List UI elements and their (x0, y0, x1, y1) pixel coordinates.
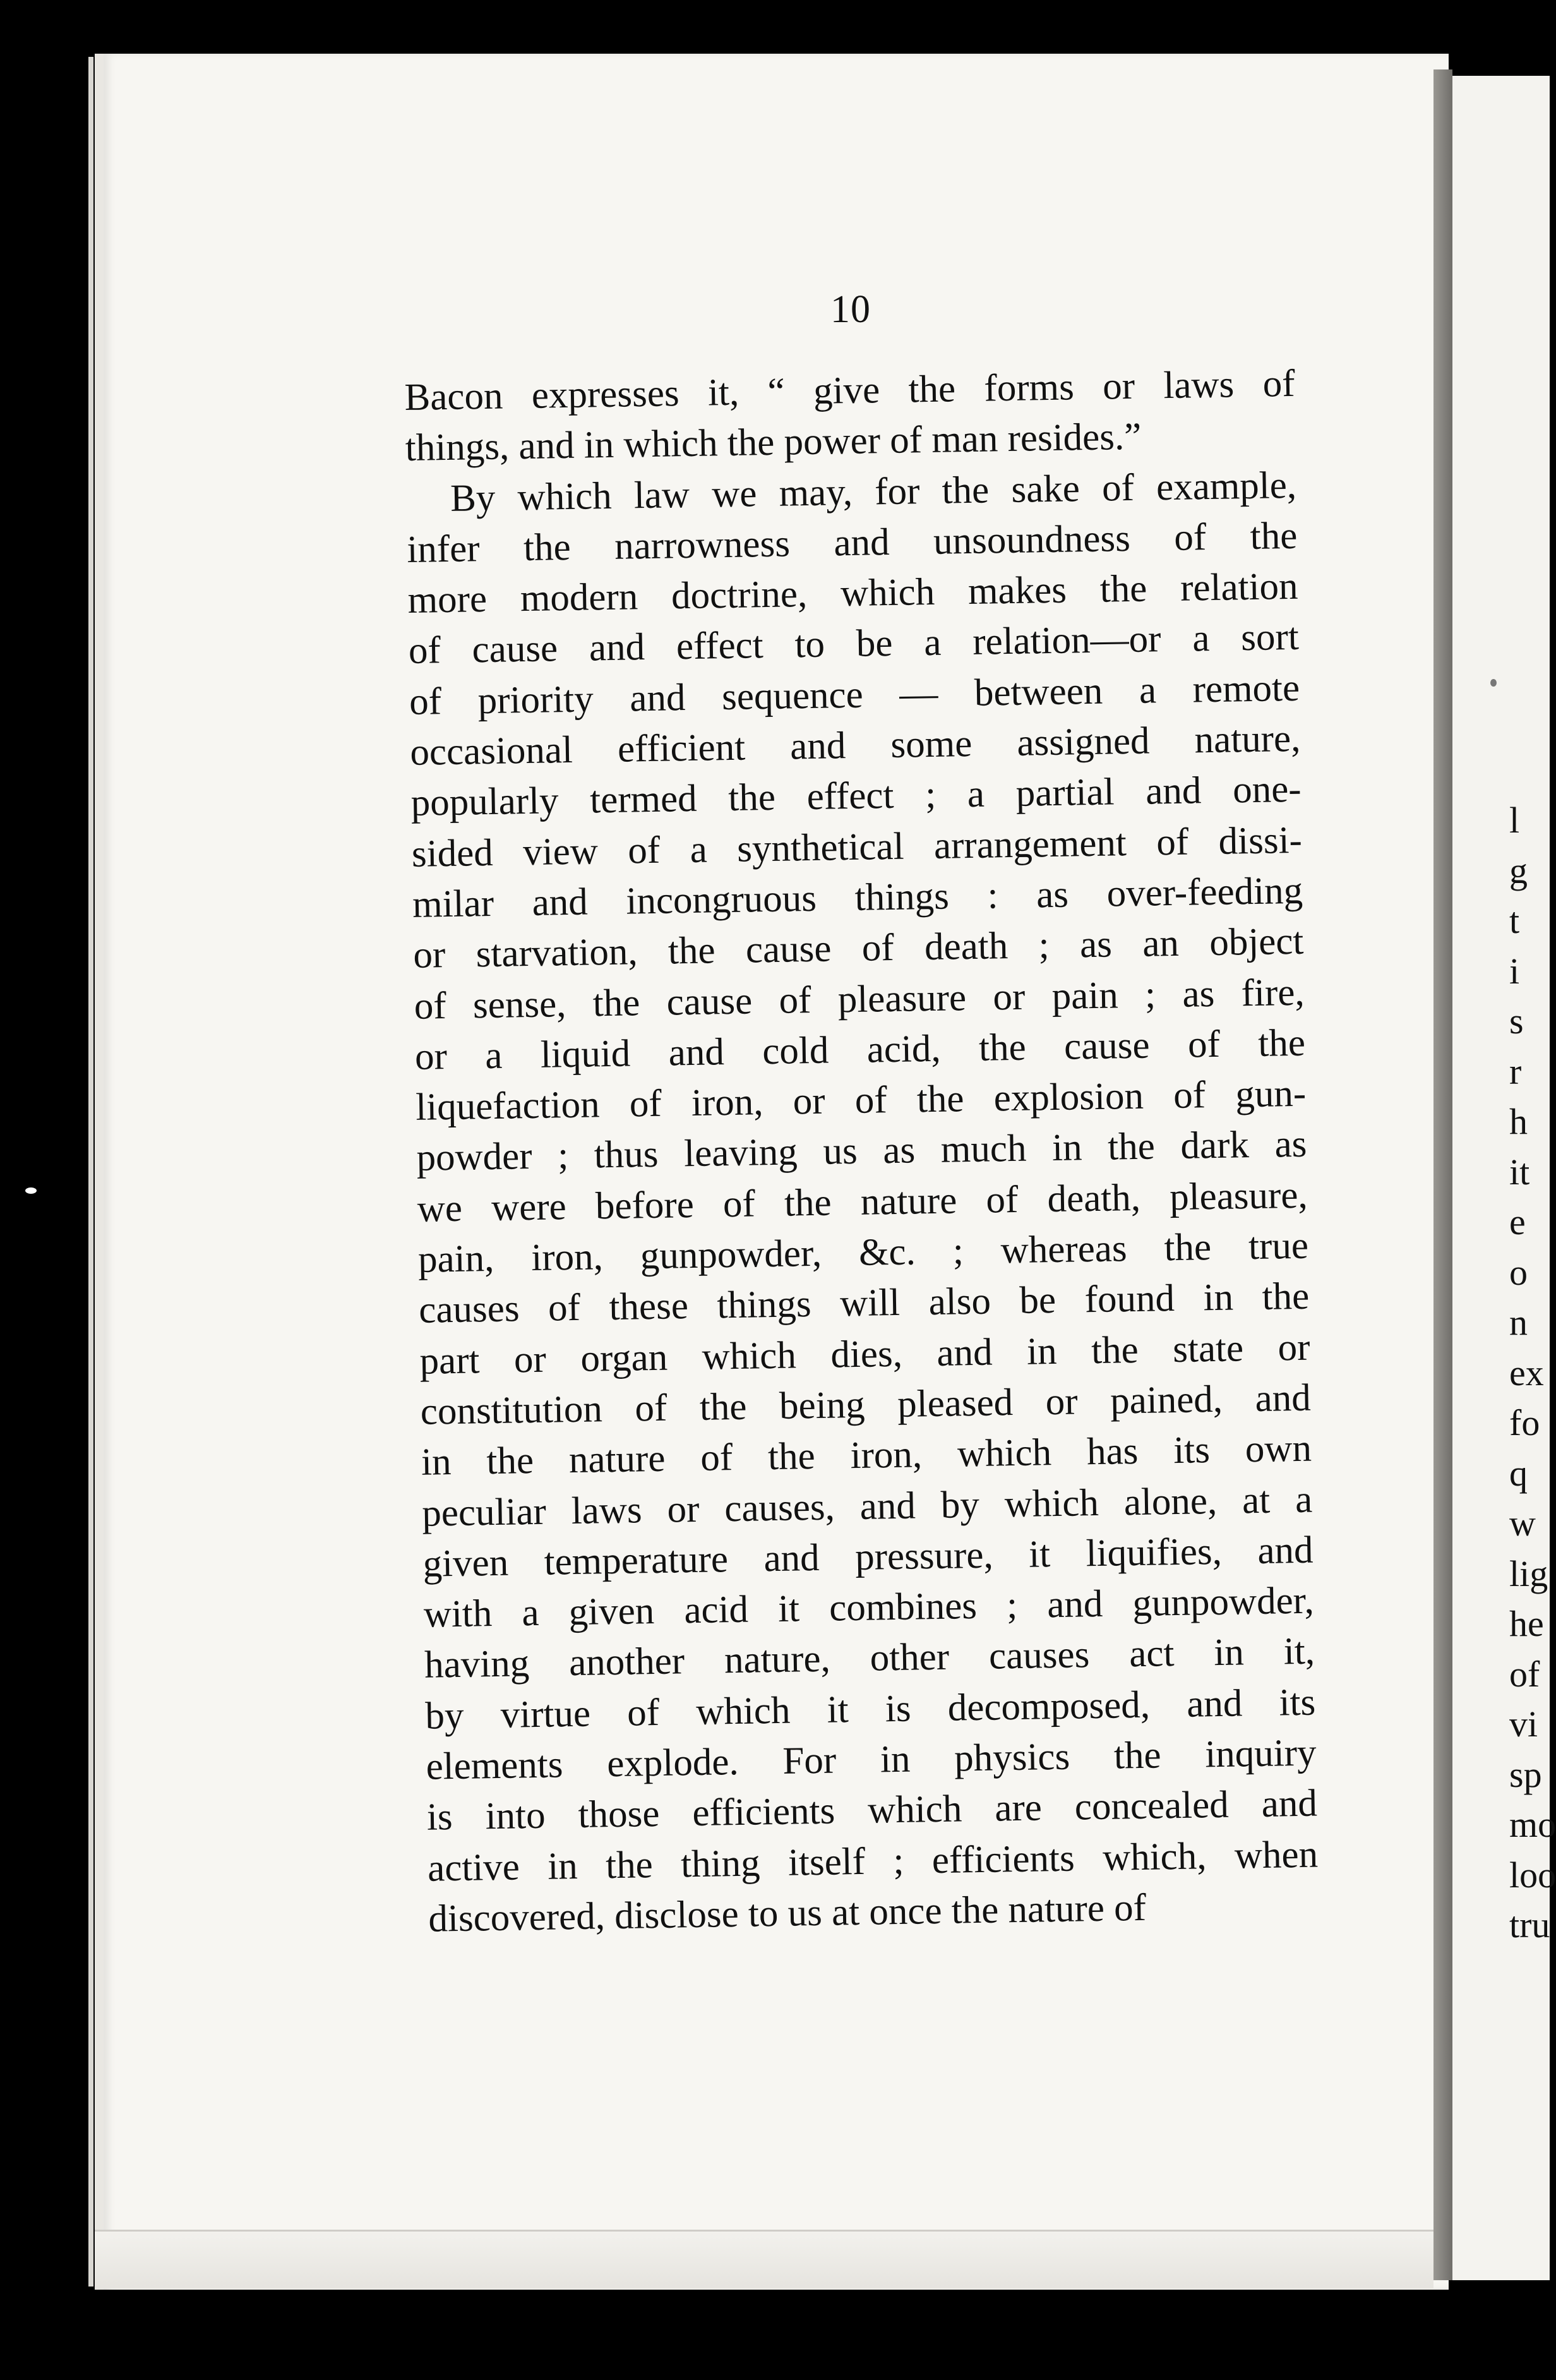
text-line: occasional efficient and some assigned nature, (409, 717, 1301, 774)
facing-page-fragment: e (1509, 1201, 1526, 1242)
dust-speck (25, 1187, 37, 1194)
facing-page-fragment: it (1509, 1151, 1530, 1193)
facing-page-fragment: vi (1509, 1704, 1538, 1745)
text-line: popularly termed the effect ; a partial and one- (410, 768, 1302, 825)
facing-page-fragment: n (1509, 1302, 1528, 1343)
text-line: By which law we may, for the sake of example, (450, 464, 1297, 520)
dust-speck (1490, 679, 1497, 687)
book-edge (88, 57, 93, 2287)
text-line: infer the narrowness and unsoundness of the (406, 514, 1298, 571)
text-line: of cause and effect to be a relation—or a sort (408, 616, 1300, 673)
text-line: milar and incongruous things : as over-feeding (412, 869, 1303, 926)
text-line: of sense, the cause of pleasure or pain ; as fire, (414, 971, 1305, 1028)
text-line: part or organ which dies, and in the state or (419, 1326, 1310, 1383)
text-line: powder ; thus leaving us as much in the dark as (416, 1123, 1307, 1180)
facing-page-fragment: o (1509, 1251, 1528, 1293)
facing-page-fragment: ex (1509, 1352, 1544, 1393)
facing-page-fragment: tru (1509, 1904, 1550, 1945)
facing-page-fragment: w (1509, 1503, 1536, 1544)
facing-page-fragment: i (1509, 950, 1520, 992)
page-bottom-edge (95, 2230, 1433, 2288)
page-number: 10 (830, 288, 871, 331)
text-line: peculiar laws or causes, and by which alone, at a (421, 1478, 1313, 1535)
text-line: we were before of the nature of death, pleasure, (417, 1174, 1308, 1230)
text-line: elements explode. For in physics the inquiry (426, 1731, 1317, 1788)
text-line: liquefaction of iron, or of the explosion of gun- (415, 1072, 1307, 1129)
facing-page-fragment: l (1509, 800, 1520, 841)
text-line: with a given acid it combines ; and gunpowder, (423, 1579, 1315, 1636)
facing-page-fragment: h (1509, 1101, 1528, 1142)
text-line: in the nature of the iron, which has its own (421, 1427, 1312, 1484)
text-line: or starvation, the cause of death ; as an object (412, 920, 1304, 977)
facing-page-fragment: lig (1509, 1553, 1548, 1594)
text-line: pain, iron, gunpowder, &c. ; whereas the true (417, 1224, 1309, 1281)
body-text (404, 359, 1319, 1945)
text-line: having another nature, other causes act in it, (424, 1630, 1315, 1687)
text-line: by virtue of which it is decomposed, and its (424, 1681, 1316, 1738)
text-line: given temperature and pressure, it liquifies, and (422, 1529, 1314, 1585)
facing-page-fragment: sp (1509, 1753, 1542, 1795)
facing-page-fragment: fo (1509, 1402, 1540, 1443)
facing-page-fragment: t (1509, 900, 1520, 941)
text-line: things, and in which the power of man resides.” (405, 415, 1142, 470)
text-line: constitution of the being pleased or pained, and (420, 1376, 1312, 1433)
facing-page-fragment: he (1509, 1603, 1544, 1644)
text-line: active in the thing itself ; efficients which, when (427, 1833, 1319, 1890)
facing-page-fragment: loo (1509, 1854, 1556, 1896)
text-line: discovered, disclose to us at once the nature of (428, 1886, 1147, 1940)
facing-page-fragment: q (1509, 1452, 1528, 1494)
text-line: causes of these things will also be found in the (418, 1275, 1310, 1332)
text-line: sided view of a synthetical arrangement of dissi- (411, 819, 1303, 875)
text-line: more modern doctrine, which makes the relation (407, 565, 1299, 622)
text-line: is into those efficients which are concealed and (426, 1782, 1318, 1839)
book-gutter (1433, 69, 1452, 2280)
facing-page-fragment: mo (1509, 1804, 1556, 1845)
text-line: or a liquid and cold acid, the cause of the (414, 1021, 1306, 1078)
facing-page-fragment: g (1509, 850, 1528, 891)
facing-page-fragment: r (1509, 1050, 1522, 1092)
facing-page-fragment: s (1509, 1001, 1524, 1042)
facing-page-fragment: of (1509, 1653, 1540, 1695)
text-line: Bacon expresses it, “ give the forms or laws of (404, 362, 1295, 419)
text-line: of priority and sequence — between a remote (409, 666, 1300, 723)
